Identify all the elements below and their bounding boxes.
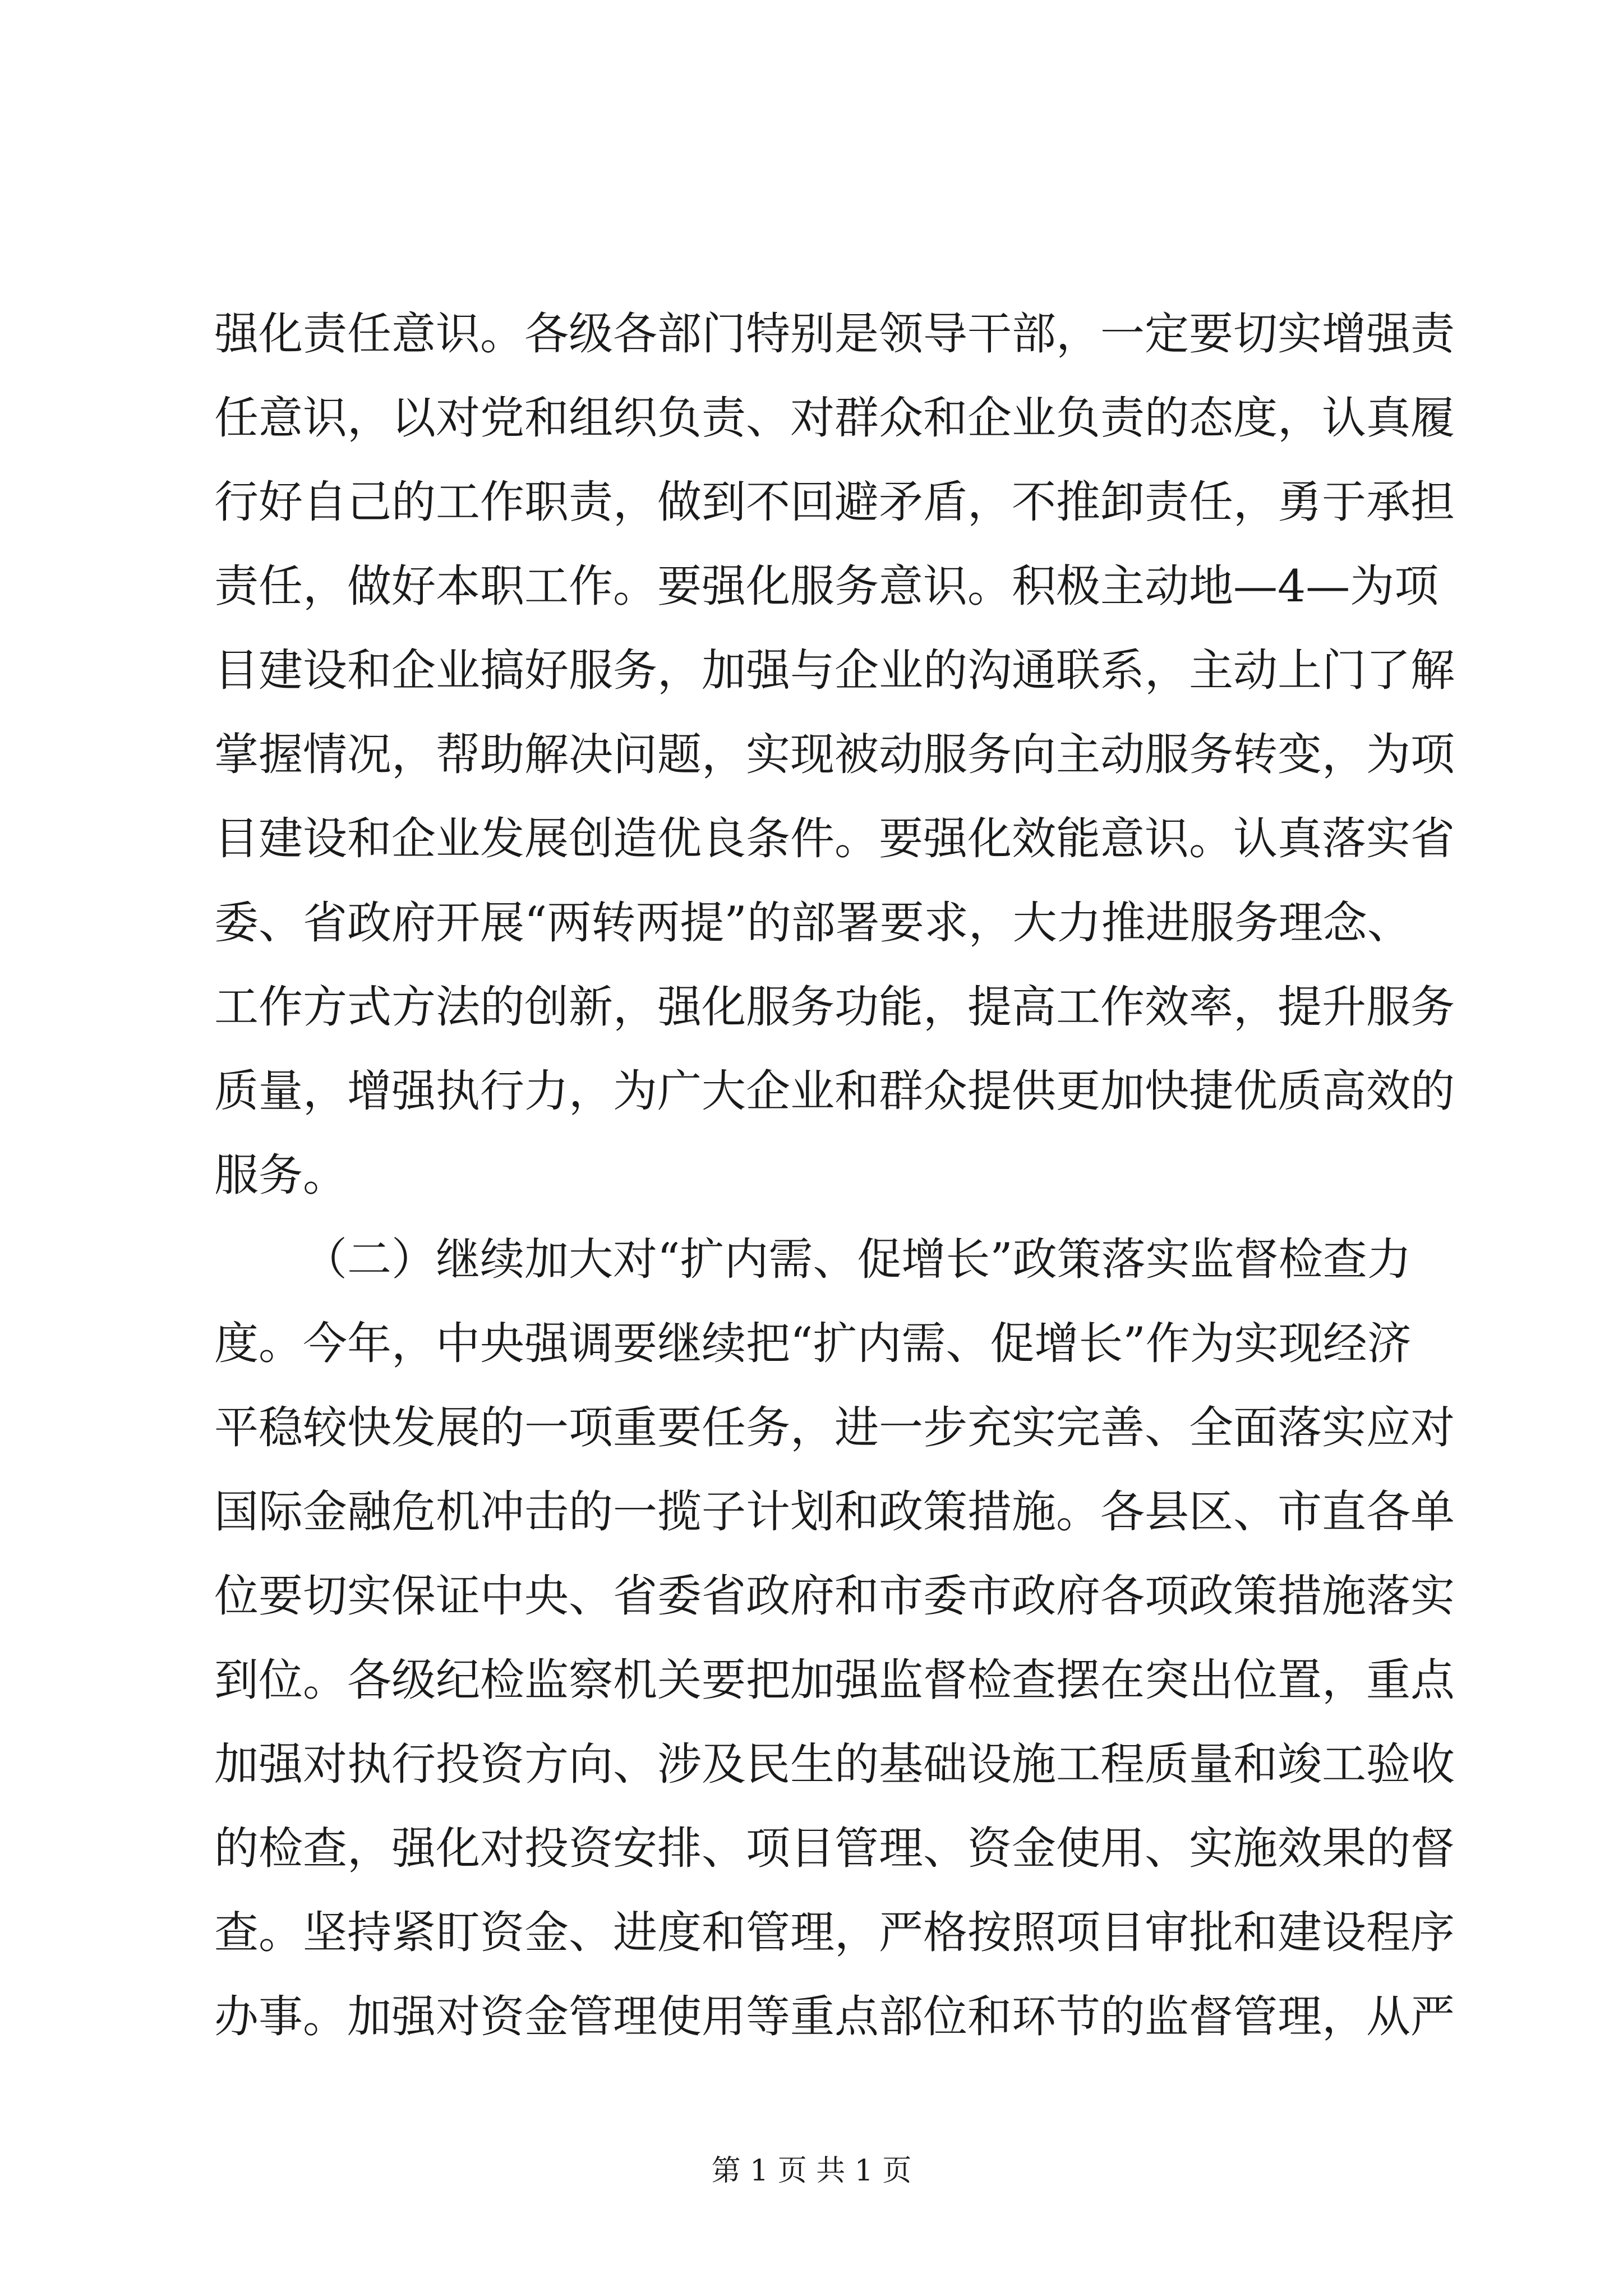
text-line: 质量，增强执行力，为广大企业和群众提供更加快捷优质高效的 bbox=[214, 1065, 1455, 1117]
text-line: 目建设和企业搞好服务，加强与企业的沟通联系，主动上门了解 bbox=[214, 645, 1455, 696]
text-line: 行好自己的工作职责，做到不回避矛盾，不推卸责任，勇于承担 bbox=[214, 476, 1455, 528]
text-line: 的检查，强化对投资安排、项目管理、资金使用、实施效果的督 bbox=[214, 1823, 1455, 1874]
text-line: 查。坚持紧盯资金、进度和管理，严格按照项目审批和建设程序 bbox=[214, 1907, 1455, 1958]
text-line: 任意识，以对党和组织负责、对群众和企业负责的态度，认真履 bbox=[214, 392, 1455, 444]
text-line: 度。今年，中央强调要继续把“扩内需、促增长”作为实现经济 bbox=[214, 1318, 1412, 1369]
text-line: 位要切实保证中央、省委省政府和市委市政府各项政策措施落实 bbox=[214, 1570, 1455, 1622]
text-line: 平稳较快发展的一项重要任务，进一步充实完善、全面落实应对 bbox=[214, 1402, 1455, 1453]
text-line: 到位。各级纪检监察机关要把加强监督检查摆在突出位置，重点 bbox=[214, 1654, 1455, 1706]
text-line: 国际金融危机冲击的一揽子计划和政策措施。各县区、市直各单 bbox=[214, 1486, 1455, 1538]
section-heading-line: （二）继续加大对“扩内需、促增长”政策落实监督检查力 bbox=[303, 1234, 1412, 1285]
text-line: 目建设和企业发展创造优良条件。要强化效能意识。认真落实省 bbox=[214, 813, 1455, 864]
text-line: 办事。加强对资金管理使用等重点部位和环节的监督管理，从严 bbox=[214, 1991, 1455, 2042]
page-number-footer: 第 1 页 共 1 页 bbox=[711, 2154, 912, 2188]
body-text bbox=[214, 292, 1455, 2059]
text-line: 委、省政府开展“两转两提”的部署要求，大力推进服务理念、 bbox=[214, 897, 1412, 949]
text-line: 责任，做好本职工作。要强化服务意识。积极主动地—4—为项 bbox=[214, 560, 1439, 612]
text-line: 服务。 bbox=[214, 1149, 347, 1201]
text-line: 掌握情况，帮助解决问题，实现被动服务向主动服务转变，为项 bbox=[214, 729, 1455, 780]
text-line: 强化责任意识。各级各部门特别是领导干部，一定要切实增强责 bbox=[214, 308, 1455, 360]
text-line: 加强对执行投资方向、涉及民生的基础设施工程质量和竣工验收 bbox=[214, 1738, 1455, 1790]
text-line: 工作方式方法的创新，强化服务功能，提高工作效率，提升服务 bbox=[214, 981, 1455, 1033]
